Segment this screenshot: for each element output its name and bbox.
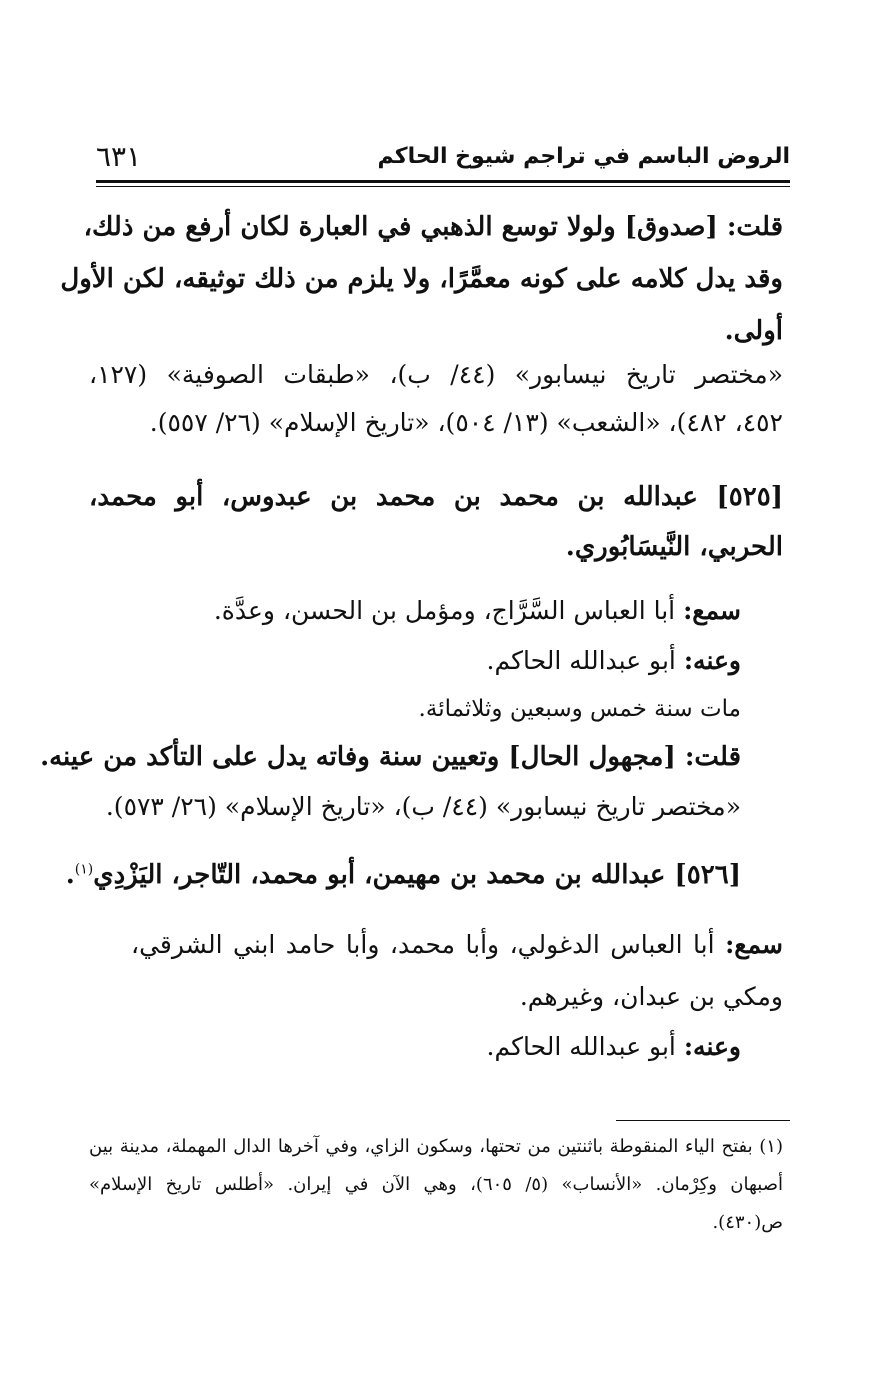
from-text: أبو عبدالله الحاكم. — [486, 646, 684, 675]
entry-heading — [66, 860, 741, 890]
heard-label: سمع: — [683, 596, 741, 625]
heard-label: سمع: — [725, 930, 783, 959]
from-label: وعنه: — [683, 1032, 741, 1061]
entry-title: [٥٢٦] عبدالله بن محمد بن مهيمن، أبو محمد، التّاجر، اليَزْدِي — [93, 860, 741, 890]
header-rule-thick — [96, 180, 790, 183]
from-line — [487, 1032, 741, 1061]
header-rule-thin — [96, 186, 790, 187]
running-title: الروض الباسم في تراجم شيوخ الحاكم — [377, 144, 790, 169]
from-line — [487, 646, 741, 675]
note-line: قلت: [مجهول الحال] وتعيين سنة وفاته يدل على التأكد من عينه. — [40, 742, 741, 772]
heard-line: ومكي بن عبدان، وغيرهم. — [519, 982, 783, 1011]
heard-text: أبا العباس الدغولي، وأبا محمد، وأبا حامد ابني الشرقي، — [131, 930, 726, 959]
source-line: «مختصر تاريخ نيسابور» (٤٤/ ب)، «تاريخ الإسلام» (٢٦/ ٥٧٣). — [105, 792, 741, 821]
entry-heading: [٥٢٥] عبدالله بن محمد بن محمد بن عبدوس، أبو محمد، — [89, 482, 783, 512]
entry-heading: الحربي، النَّيسَابُوري. — [565, 532, 783, 562]
page-number: ٦٣١ — [96, 140, 142, 173]
heard-line — [214, 596, 741, 625]
paragraph-line: وقد يدل كلامه على كونه معمَّرًا، ولا يلزم من ذلك توثيقه، لكن الأول — [60, 264, 783, 294]
heard-line — [131, 930, 783, 959]
death-line: مات سنة خمس وسبعين وثلاثمائة. — [418, 696, 741, 722]
entry-title-end: . — [65, 860, 75, 890]
footnote-ref: (١) — [74, 861, 94, 878]
source-line: «مختصر تاريخ نيسابور» (٤٤/ ب)، «طبقات الصوفية» (١٢٧، — [89, 360, 783, 389]
footnote-line: ص(٤٣٠). — [712, 1212, 783, 1233]
page-header — [96, 140, 790, 178]
footnote-rule — [616, 1120, 790, 1121]
from-text: أبو عبدالله الحاكم. — [486, 1032, 684, 1061]
from-label: وعنه: — [683, 646, 741, 675]
heard-text: أبا العباس السَّرَّاج، ومؤمل بن الحسن، وعدَّة. — [213, 596, 684, 625]
footnote-line: أصبهان وكِرْمان. «الأنساب» (٥/ ٦٠٥)، وهي الآن في إيران. «أطلس تاريخ الإسلام» — [89, 1174, 784, 1195]
paragraph-line: قلت: [صدوق] ولولا توسع الذهبي في العبارة لكان أرفع من ذلك، — [83, 212, 783, 242]
footnote-line: (١) بفتح الياء المنقوطة باثنتين من تحتها، وسكون الزاي، وفي آخرها الدال المهملة، مدينة بين — [89, 1136, 783, 1157]
paragraph-line: أولى. — [724, 316, 783, 346]
source-line: ٤٥٢، ٤٨٢)، «الشعب» (١٣/ ٥٠٤)، «تاريخ الإسلام» (٢٦/ ٥٥٧). — [149, 408, 783, 437]
